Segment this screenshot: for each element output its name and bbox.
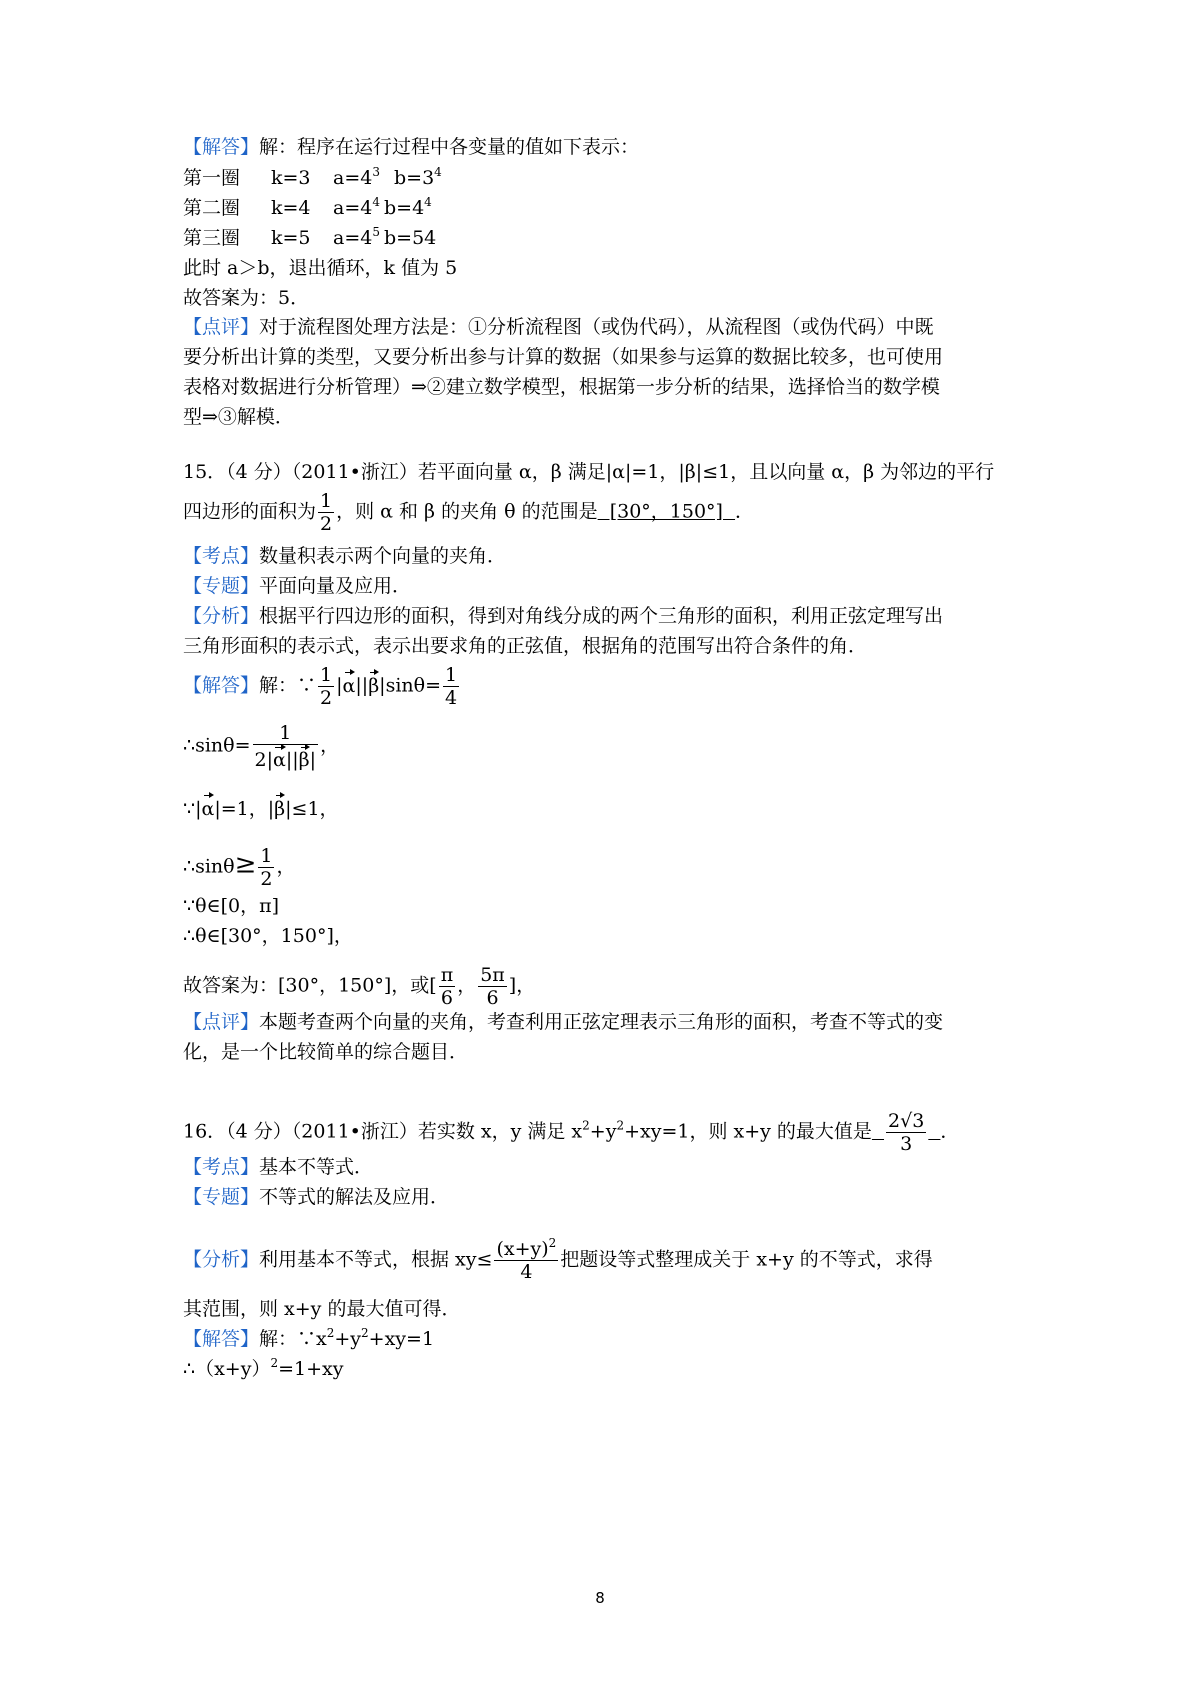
fraction-one-quarter	[443, 664, 459, 709]
vector-beta: β	[274, 793, 285, 821]
zhuanti-tag: 【专题】	[183, 575, 260, 597]
zhuanti-tag: 【专题】	[183, 1186, 260, 1208]
q14-answer: 故答案为：5．	[183, 287, 310, 309]
q16-solution-1	[183, 1327, 434, 1351]
stem-text: 四边形的面积为	[183, 500, 317, 523]
stem-text: 16．（4 分）（2011•浙江）若实数 x，y 满足 x	[183, 1120, 583, 1143]
frac-den: 4	[494, 1260, 558, 1283]
round-a: a=4	[333, 167, 373, 189]
frac-num: π	[440, 964, 454, 986]
vector-alpha: α	[343, 670, 356, 698]
frac-den: 2	[260, 868, 273, 890]
page-number: 8	[595, 1589, 605, 1607]
q15-fenxi-2: 三角形面积的表示式，表示出要求角的正弦值，根据角的范围写出符合条件的角．	[183, 635, 868, 657]
stem-end: ．	[940, 1120, 960, 1143]
den-part: ||	[285, 749, 299, 771]
exponent: 2	[582, 1118, 590, 1133]
q15-stem-line-1: 15．（4 分）（2011•浙江）若平面向量 α，β 满足|α|=1，|β|≤1，且以向量 α，β 为邻边的平行	[183, 461, 995, 483]
q14-comment-4: 型⇒③解模．	[183, 406, 294, 428]
zhuanti-text: 不等式的解法及应用．	[259, 1186, 450, 1208]
q15-solution-step-3	[183, 793, 339, 821]
frac-num: 5π	[480, 964, 505, 986]
solution-text: 解：程序在运行过程中各变量的值如下表示：	[259, 136, 640, 158]
round-b: b=4	[383, 197, 425, 219]
comment-text: 对于流程图处理方法是：①分析流程图（或伪代码），从流程图（或伪代码）中既	[259, 316, 934, 338]
answer-end: ]，	[508, 974, 536, 997]
round-a-exponent: 5	[372, 225, 380, 239]
round-b: b=54	[383, 227, 437, 249]
den-part: 2|	[254, 749, 274, 771]
kaodian-tag: 【考点】	[183, 1156, 260, 1178]
fenxi-tag: 【分析】	[183, 1248, 260, 1271]
fraction-answer	[886, 1110, 926, 1155]
round-a-exponent: 4	[372, 195, 380, 209]
frac-num: 1	[260, 845, 273, 867]
vector-alpha: α	[202, 793, 215, 821]
vector-beta: β	[299, 745, 310, 771]
exponent: 2	[616, 1118, 625, 1133]
comment-tag: 【点评】	[183, 316, 260, 338]
q15-comment-1	[183, 1010, 943, 1034]
stem-text: +xy=1，则 x+y 的最大值是	[624, 1120, 872, 1143]
q14-comment-3: 表格对数据进行分析管理）⇒②建立数学模型，根据第一步分析的结果，选择恰当的数学模	[183, 376, 940, 398]
comment-tag: 【点评】	[183, 1011, 260, 1033]
frac-den: 6	[439, 986, 456, 1009]
vector-alpha: α	[273, 745, 286, 771]
exponent: 2	[270, 1356, 279, 1370]
q15-comment-2: 化，是一个比较简单的综合题目．	[183, 1041, 469, 1063]
therefore-sin: ∴sinθ=	[183, 734, 251, 757]
round-b-exponent: 4	[434, 165, 442, 179]
solution-text: +xy=1	[368, 1328, 435, 1350]
q14-exit-line: 此时 a＞b，退出循环，k 值为 5	[183, 257, 458, 279]
kaodian-tag: 【考点】	[183, 545, 260, 567]
frac-num: 1	[320, 664, 333, 686]
frac-num: 1	[445, 664, 458, 686]
q14-round-1	[183, 166, 442, 190]
round-a-exponent: 3	[372, 165, 380, 179]
kaodian-text: 数量积表示两个向量的夹角．	[259, 545, 507, 567]
q15-solution-step-6: ∴θ∈[30°，150°]，	[183, 925, 353, 947]
q15-solution-step-4	[183, 845, 296, 890]
q16-fenxi-2: 其范围，则 x+y 的最大值可得．	[183, 1298, 461, 1320]
round-label: 第三圈	[183, 227, 241, 249]
q16-zhuanti	[183, 1185, 449, 1209]
q15-solution-step-2	[183, 722, 339, 771]
q15-solution-step-1	[183, 664, 461, 709]
frac-den: 2	[320, 513, 333, 535]
frac-den	[253, 744, 319, 771]
frac-num	[494, 1238, 558, 1260]
solution-text: =1+xy	[278, 1358, 344, 1380]
solution-tag: 【解答】	[183, 1328, 260, 1350]
fraction-one-half	[318, 490, 334, 535]
solution-text: +y	[334, 1328, 362, 1350]
comma: ，	[276, 855, 296, 878]
num-text: (x+y)	[496, 1238, 549, 1260]
fraction-pi-over-6	[439, 964, 456, 1009]
kaodian-text: 基本不等式．	[259, 1156, 374, 1178]
because: ∵|	[183, 798, 202, 820]
answer-text: 故答案为：[30°，150°]，或[	[183, 974, 437, 997]
solution-tag: 【解答】	[183, 674, 260, 697]
fraction-xy-bound	[494, 1238, 558, 1283]
fraction-one-half	[258, 845, 274, 890]
because: 解：∵	[259, 674, 317, 697]
q16-answer-blank	[872, 1110, 940, 1155]
round-k: k=4	[271, 197, 311, 219]
fenxi-text: 把题设等式整理成关于 x+y 的不等式，求得	[560, 1248, 933, 1271]
q14-comment-2: 要分析出计算的类型，又要分析出参与计算的数据（如果参与运算的数据比较多，也可使用	[183, 346, 944, 368]
solution-tag: 【解答】	[183, 136, 260, 158]
solution-text: 解：∵x	[259, 1328, 327, 1350]
q15-answer-line	[183, 964, 535, 1009]
q15-kaodian	[183, 544, 506, 568]
bar: ||	[355, 674, 369, 697]
fenxi-text: 根据平行四边形的面积，得到对角线分成的两个三角形的面积，利用正弦定理写出	[259, 605, 944, 627]
comma: ，	[457, 974, 477, 997]
frac-num: 2√3	[888, 1110, 925, 1132]
fraction-5pi-over-6	[478, 964, 507, 1009]
solution-text: ∴（x+y）	[183, 1358, 271, 1380]
sin-theta: |sinθ=	[379, 674, 441, 697]
comment-text: 本题考查两个向量的夹角，考查利用正弦定理表示三角形的面积，考查不等式的变	[259, 1011, 944, 1033]
q14-round-2	[183, 196, 432, 220]
fraction-one-half	[318, 664, 334, 709]
fenxi-text: 利用基本不等式，根据 xy≤	[259, 1248, 493, 1271]
q15-fenxi-1	[183, 604, 943, 628]
q16-fenxi-1	[183, 1238, 933, 1283]
den-part: |	[309, 749, 317, 771]
round-k: k=3	[271, 167, 311, 189]
q15-zhuanti	[183, 574, 411, 598]
frac-num: 1	[320, 490, 333, 512]
exponent: 2	[326, 1326, 335, 1340]
zhuanti-text: 平面向量及应用．	[259, 575, 412, 597]
fraction-sin-theta	[253, 722, 319, 771]
q15-solution-step-5: ∵θ∈[0，π]	[183, 895, 279, 917]
stem-text: +y	[589, 1120, 617, 1143]
q14-round-3	[183, 226, 436, 250]
frac-num: 1	[279, 722, 292, 744]
frac-den: 6	[478, 986, 507, 1009]
q15-stem-line-2	[183, 490, 754, 535]
ge-symbol: ≥	[234, 849, 257, 880]
round-b: b=3	[393, 167, 435, 189]
fenxi-tag: 【分析】	[183, 605, 260, 627]
frac-den: 4	[445, 687, 458, 709]
q16-stem	[183, 1110, 959, 1155]
q14-solution-line	[183, 135, 639, 159]
vector-beta: β	[368, 670, 379, 698]
q15-answer-blank: [30°，150°]	[597, 500, 736, 523]
stem-end: ．	[735, 500, 755, 523]
frac-den: 3	[886, 1132, 926, 1155]
bar: |	[336, 674, 343, 697]
round-k: k=5	[271, 227, 311, 249]
equals-one: |=1，|	[214, 798, 275, 820]
comma: ，	[320, 734, 340, 757]
round-a: a=4	[333, 197, 373, 219]
round-label: 第一圈	[183, 167, 241, 189]
frac-den: 2	[320, 687, 333, 709]
q16-kaodian	[183, 1155, 373, 1179]
therefore-sin: ∴sinθ	[183, 855, 235, 878]
round-a: a=4	[333, 227, 373, 249]
le-one: |≤1，	[285, 798, 339, 820]
exponent: 2	[548, 1236, 557, 1250]
round-label: 第二圈	[183, 197, 241, 219]
q14-comment-1	[183, 315, 934, 339]
exponent: 2	[361, 1326, 369, 1340]
stem-text: ，则 α 和 β 的夹角 θ 的范围是	[336, 500, 598, 523]
round-b-exponent: 4	[424, 195, 432, 209]
q16-solution-2	[183, 1357, 344, 1381]
